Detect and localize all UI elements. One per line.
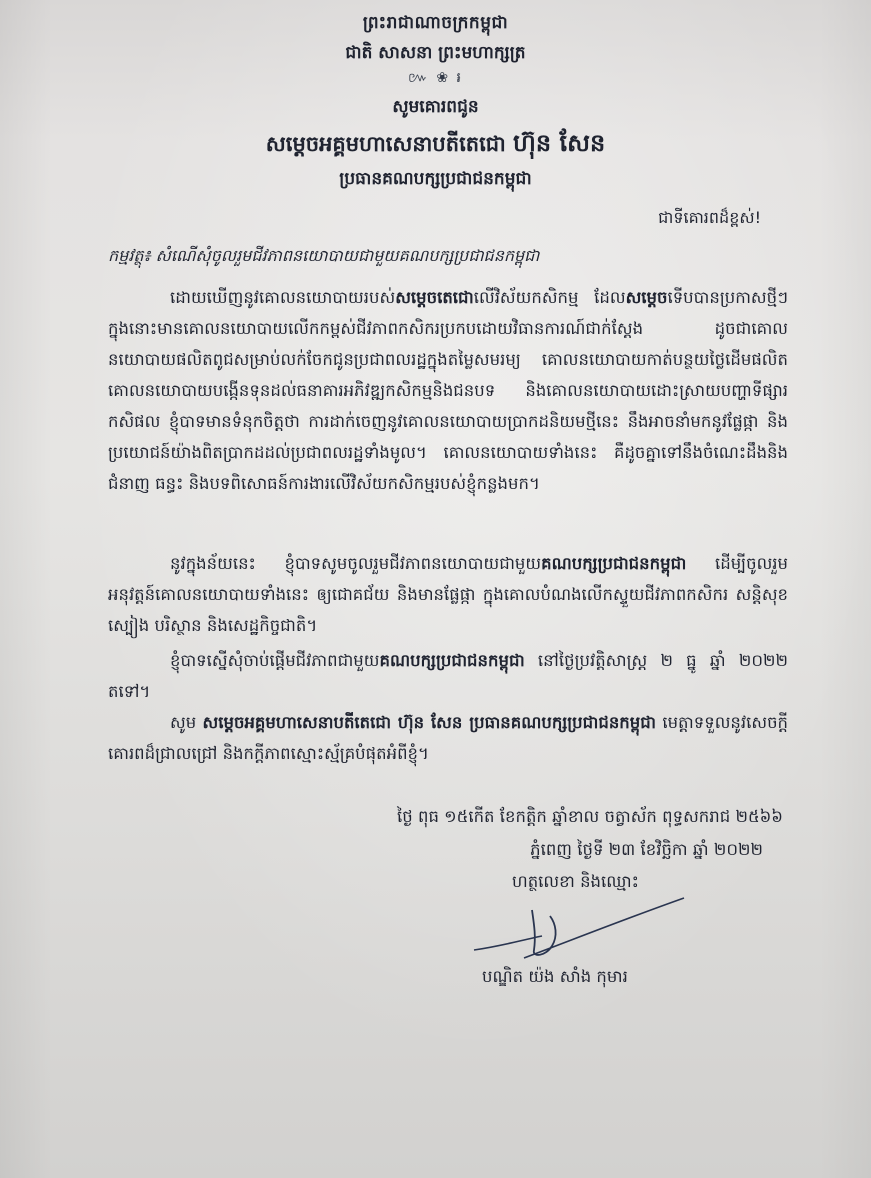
ornament-divider: ៚ ❀ ៛ bbox=[408, 70, 463, 86]
kingdom-heading: ព្រះរាជាណាចក្រកម្ពុជា bbox=[362, 13, 509, 33]
body-paragraph-1 bbox=[108, 282, 788, 499]
handwritten-signature bbox=[462, 880, 702, 970]
solar-date: ភ្នំពេញ ថ្ងៃទី ២៣ ខែវិច្ឆិកា ឆ្នាំ ២០២២ bbox=[530, 840, 763, 859]
addressee-position: ប្រធានគណបក្សប្រជាជនកម្ពុជា bbox=[339, 169, 532, 189]
p2-bold-b: គណបក្សប្រជាជនកម្ពុជា bbox=[541, 554, 687, 573]
p3-text-c: នៅថ្ងៃប្រវត្តិសាស្រ្ត ២ ធ្នូ ឆ្នាំ ២០២២ តទៅ។ bbox=[108, 651, 788, 701]
body-paragraph-2 bbox=[108, 548, 788, 641]
p2-text-c: ដើម្បីចូលរួមអនុវត្តន៍គោលនយោបាយទាំងនេះ ឲ្យជោគជ័យ និងមានផ្លែផ្កា ក្នុងគោលបំណងលើកស្ទួយជីវភាពកសិករ សន្តិសុខស្បៀង បរិស្ថាន និងសេដ្ឋកិច្ចជាតិ។ bbox=[108, 554, 788, 635]
p1-bold-b: សម្តេចតេជោ bbox=[395, 288, 474, 307]
signature-caption: ហត្ថលេខា និងឈ្មោះ bbox=[512, 872, 639, 891]
greeting: ជាទីគោរពដ៏ខ្ពស់! bbox=[658, 208, 761, 227]
p1-text-c: លើវិស័យកសិកម្ម ដែល bbox=[473, 288, 626, 307]
body-paragraph-4 bbox=[108, 707, 788, 769]
addressee-line bbox=[0, 128, 871, 163]
addressee-title: សម្តេចអគ្គមហាសេនាបតីតេជោ bbox=[265, 132, 506, 156]
p3-text-a: ខ្ញុំបាទស្នើសុំចាប់ផ្តើមជីវភាពជាមួយ bbox=[170, 651, 380, 670]
p1-text-e: ទើបបានប្រកាសថ្មីៗ ក្នុងនោះមានគោលនយោបាយលើកកម្ពស់ជីវភាពកសិករប្រកបដោយវិធានការណ៍ជាក់ស្តែង ដូចជាគោលនយោបាយផលិតពូជសម្រាប់លក់ចែកជូនប្រជាពលរដ្ឋក្នុងតម្លៃសមរម្យ គោលនយោបាយកាត់បន្ថយថ្លៃដើមផលិត គោលនយោបាយបង្កើនទុនដល់ធនាគារអភិវឌ្ឍកសិកម្មនិងជនបទ និងគោលនយោបាយដោះស្រាយបញ្ហាទីផ្សារកសិផល ខ្ញុំបាទមានទំនុកចិត្តថា ការដាក់ចេញនូវគោលនយោបាយប្រាកដនិយមថ្មីនេះ នឹងអាចនាំមកនូវផ្លែផ្កា និងប្រយោជន៍យ៉ាងពិតប្រាកដដល់ប្រជាពលរដ្ឋទាំងមូល។ គោលនយោបាយទាំងនេះ គឺដូចគ្នាទៅនឹងចំណេះដឹងនិងជំនាញ ធន្ធះ និងបទពិសោធន៍ការងារលើវិស័យកសិកម្មរបស់ខ្ញុំកន្លងមក។ bbox=[108, 288, 788, 493]
p1-bold-d: សម្តេច bbox=[625, 288, 668, 307]
national-motto: ជាតិ សាសនា ព្រះមហាក្សត្រ bbox=[345, 43, 526, 63]
p4-text-a: សូម bbox=[170, 713, 197, 732]
p1-text-a: ដោយឃើញនូវគោលនយោបាយរបស់ bbox=[170, 288, 396, 307]
p2-text-a: នូវក្នុងន័យនេះ ខ្ញុំបាទសូមចូលរួមជីវភាពនយោបាយជាមួយ bbox=[170, 554, 542, 573]
signer-name: បណ្ឌិត យ៉ង សាំង កុមារ bbox=[482, 967, 628, 986]
lunar-date: ថ្ងៃ ពុធ ១៥កើត ខែកត្តិក ឆ្នាំខាល ចត្វាស័ក ពុទ្ធសករាជ ២៥៦៦ bbox=[397, 807, 783, 826]
p3-bold-b: គណបក្សប្រជាជនកម្ពុជា bbox=[379, 651, 525, 670]
p4-text-c: មេត្តាទទួលនូវសេចក្តីគោរពដ៏ជ្រាលជ្រៅ និងកក្តីភាពស្មោះស្ម័គ្របំផុតអំពីខ្ញុំ។ bbox=[108, 713, 789, 763]
respectfully-to: សូមគោរពជូន bbox=[392, 97, 479, 117]
subject-line: កម្មវត្ថុ៖ សំណើសុំចូលរួមជីវភាពនយោបាយជាមួយគណបក្សប្រជាជនកម្ពុជា bbox=[108, 246, 540, 265]
p4-bold-b: សម្តេចអគ្គមហាសេនាបតីតេជោ ហ៊ុន សែន ប្រធានគណបក្សប្រជាជនកម្ពុជា bbox=[202, 713, 656, 732]
body-paragraph-3 bbox=[108, 645, 788, 707]
addressee-name: ហ៊ុន សែន bbox=[513, 129, 606, 157]
